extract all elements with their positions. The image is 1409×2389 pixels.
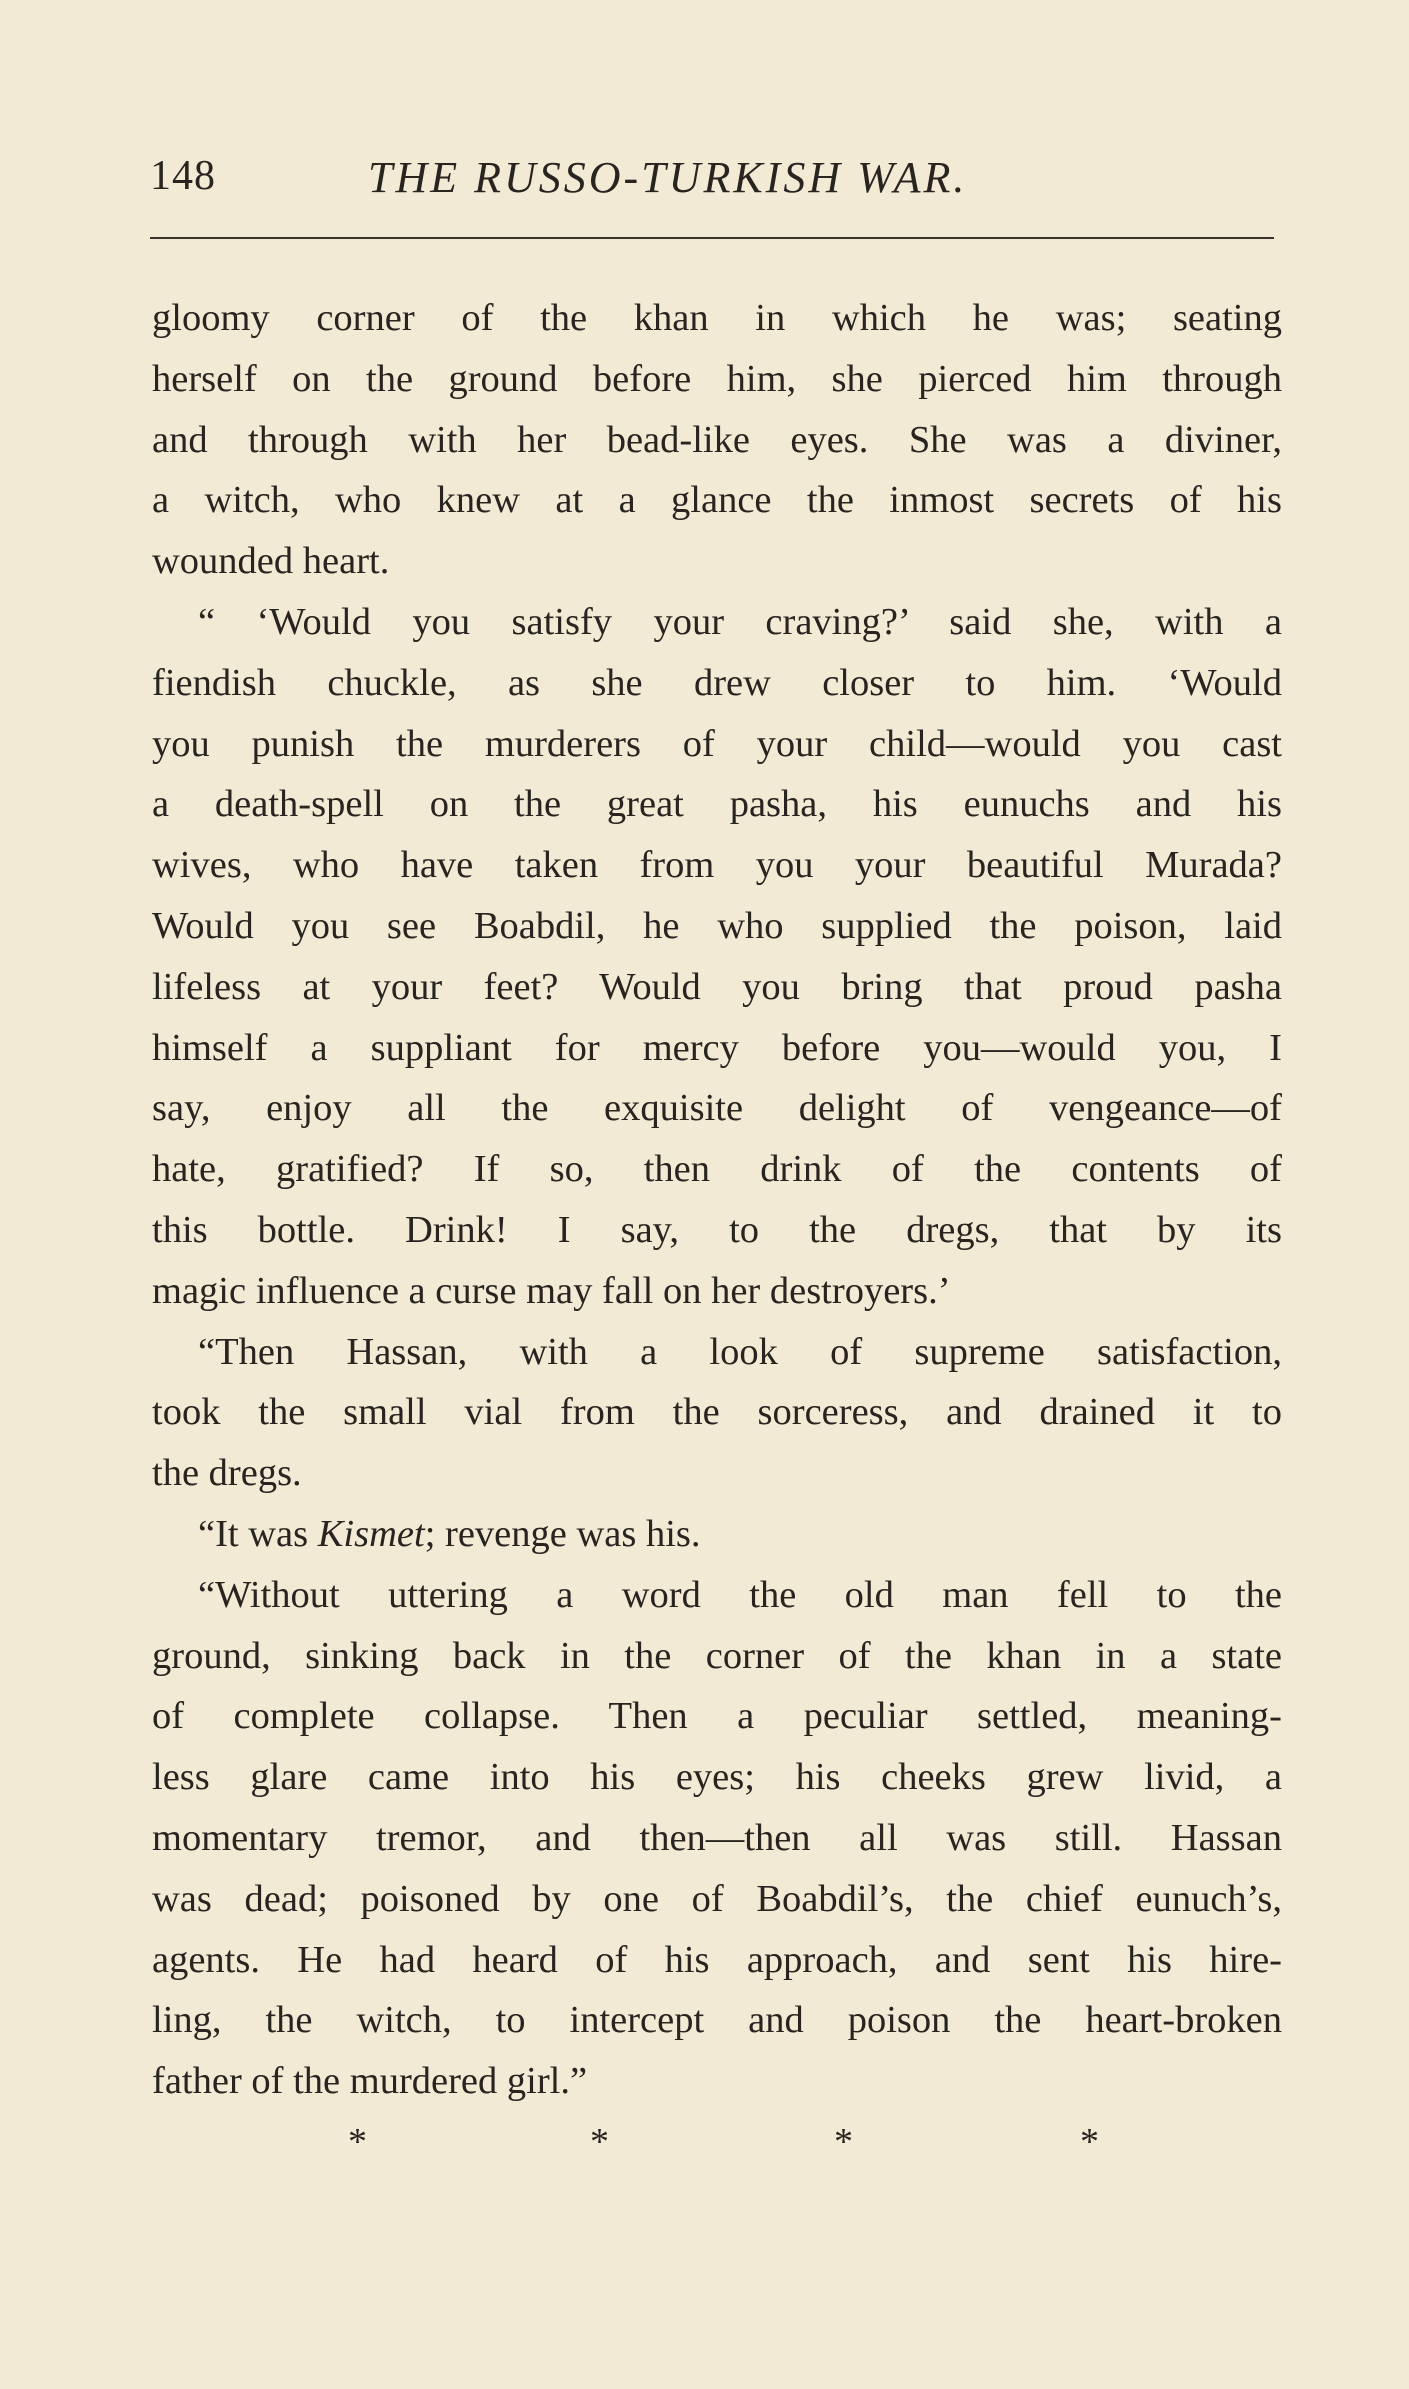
text-line: the dregs.	[152, 1452, 302, 1495]
text-line: lifeless at your feet? Would you bring that proud pasha	[152, 965, 1282, 1008]
text-line: “ ‘Would you satisfy your craving?’ said she, with a	[198, 600, 1282, 643]
section-break	[340, 2117, 1120, 2167]
kismet-suffix: ; revenge was his.	[424, 1512, 701, 1555]
page-number: 148	[150, 153, 216, 199]
text-line: himself a suppliant for mercy before you—would you, I	[152, 1026, 1282, 1069]
text-line: say, enjoy all the exquisite delight of vengeance—of	[152, 1087, 1282, 1130]
kismet-italic: Kismet	[317, 1512, 425, 1555]
asterisk-ornament: *	[348, 2121, 367, 2163]
running-title: THE RUSSO-TURKISH WAR.	[368, 153, 968, 202]
text-line: hate, gratified? If so, then drink of the contents of	[152, 1148, 1282, 1191]
text-line: wives, who have taken from you your beautiful Murada?	[152, 844, 1282, 887]
text-line: fiendish chuckle, as she drew closer to him. ‘Would	[152, 661, 1282, 704]
text-line: was dead; poisoned by one of Boabdil’s, the chief eunuch’s,	[152, 1877, 1282, 1920]
asterisk-ornament: *	[590, 2121, 609, 2163]
asterisk-ornament: *	[834, 2121, 853, 2163]
text-line: gloomy corner of the khan in which he was; seating	[152, 297, 1282, 339]
text-line: magic influence a curse may fall on her destroyers.’	[152, 1269, 951, 1312]
text-line: agents. He had heard of his approach, and sent his hire-	[152, 1938, 1282, 1981]
text-line: Would you see Boabdil, he who supplied the poison, laid	[152, 904, 1282, 947]
text-line: momentary tremor, and then—then all was still. Hassan	[152, 1816, 1282, 1859]
text-line: wounded heart.	[152, 540, 390, 583]
text-line: this bottle. Drink! I say, to the dregs, that by its	[152, 1208, 1282, 1251]
text-line: less glare came into his eyes; his cheeks grew livid, a	[152, 1756, 1282, 1799]
running-head	[150, 152, 1280, 212]
text-line: a witch, who knew at a glance the inmost secrets of his	[152, 479, 1282, 522]
header-rule	[150, 237, 1274, 239]
text-line: and through with her bead-like eyes. She was a diviner,	[152, 418, 1282, 461]
text-line: you punish the murderers of your child—would you cast	[152, 722, 1282, 765]
text-line: of complete collapse. Then a peculiar settled, meaning-	[152, 1695, 1282, 1738]
body-text	[152, 288, 1282, 2112]
text-line: a death-spell on the great pasha, his eunuchs and his	[152, 783, 1282, 826]
text-line: ground, sinking back in the corner of the khan in a state	[152, 1634, 1282, 1677]
text-line: “Then Hassan, with a look of supreme satisfaction,	[198, 1330, 1282, 1373]
asterisk-ornament: *	[1080, 2121, 1099, 2163]
text-line: took the small vial from the sorceress, and drained it to	[152, 1391, 1282, 1434]
text-line: herself on the ground before him, she pierced him through	[152, 357, 1282, 400]
kismet-prefix: “It was	[198, 1512, 318, 1555]
text-line: father of the murdered girl.”	[152, 2060, 588, 2103]
text-line-kismet	[152, 1504, 1282, 1565]
text-line: ling, the witch, to intercept and poison the heart-broken	[152, 1999, 1282, 2042]
text-line: “Without uttering a word the old man fell to the	[198, 1573, 1282, 1616]
